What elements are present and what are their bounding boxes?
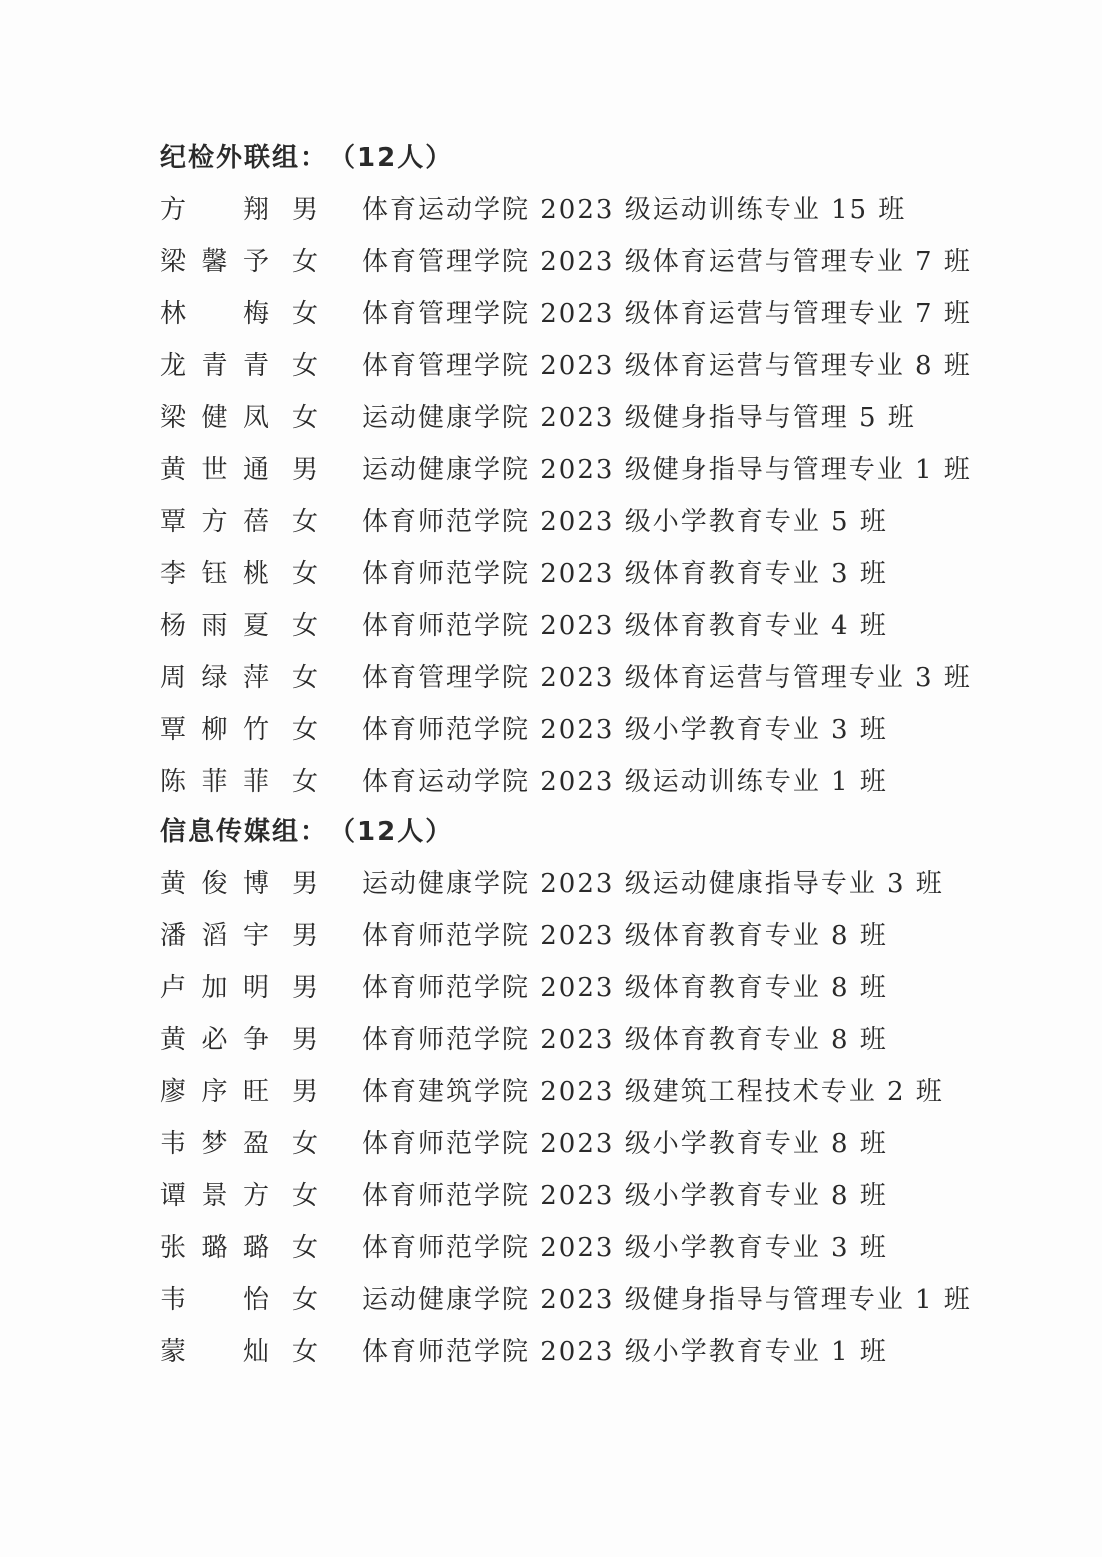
member-gender: 男 [292,869,319,899]
member-name: 周绿萍 [160,663,270,693]
member-name: 蒙灿 [160,1337,270,1367]
member-info: 体育建筑学院 2023 级建筑工程技术专业 2 班 [362,1077,944,1107]
member-name: 谭景方 [160,1181,270,1211]
member-gender: 男 [292,973,319,1003]
member-name: 龙青青 [160,351,270,381]
member-info: 体育师范学院 2023 级小学教育专业 5 班 [362,507,888,537]
member-name: 李钰桃 [160,559,270,589]
member-gender: 女 [292,351,319,381]
member-row [160,548,1060,600]
member-row [160,444,1060,496]
member-gender: 女 [292,1181,319,1211]
member-info: 运动健康学院 2023 级健身指导与管理 5 班 [362,403,916,433]
member-name: 黄俊博 [160,869,270,899]
member-name: 张璐璐 [160,1233,270,1263]
member-row [160,1222,1060,1274]
member-info: 体育师范学院 2023 级体育教育专业 8 班 [362,1025,888,1055]
member-name: 方翔 [160,195,270,225]
member-info: 运动健康学院 2023 级健身指导与管理专业 1 班 [362,1285,972,1315]
section-title: 纪检外联组： [160,143,329,173]
member-gender: 女 [292,299,319,329]
member-info: 体育管理学院 2023 级体育运营与管理专业 3 班 [362,663,972,693]
member-gender: 女 [292,507,319,537]
member-gender: 女 [292,611,319,641]
member-name: 杨雨夏 [160,611,270,641]
section-discipline-liaison [160,132,1060,808]
member-info: 体育管理学院 2023 级体育运营与管理专业 8 班 [362,351,972,381]
member-gender: 女 [292,1233,319,1263]
member-row [160,236,1060,288]
member-row [160,392,1060,444]
member-name: 黄世通 [160,455,270,485]
member-info: 体育运动学院 2023 级运动训练专业 1 班 [362,767,888,797]
member-info: 体育运动学院 2023 级运动训练专业 15 班 [362,195,907,225]
member-gender: 男 [292,1077,319,1107]
member-name: 廖序旺 [160,1077,270,1107]
member-gender: 男 [292,921,319,951]
member-row [160,1118,1060,1170]
member-row [160,288,1060,340]
member-row [160,652,1060,704]
member-row [160,1014,1060,1066]
member-name: 梁健凤 [160,403,270,433]
member-name: 覃柳竹 [160,715,270,745]
section-title: 信息传媒组： [160,817,329,847]
member-name: 潘滔宇 [160,921,270,951]
member-info: 体育师范学院 2023 级体育教育专业 3 班 [362,559,888,589]
member-gender: 女 [292,1337,319,1367]
member-gender: 女 [292,1285,319,1315]
member-info: 体育师范学院 2023 级体育教育专业 4 班 [362,611,888,641]
member-gender: 女 [292,403,319,433]
member-row [160,962,1060,1014]
member-gender: 女 [292,663,319,693]
member-row [160,858,1060,910]
member-row [160,184,1060,236]
member-info: 体育师范学院 2023 级小学教育专业 1 班 [362,1337,888,1367]
member-row [160,340,1060,392]
member-row [160,1066,1060,1118]
member-row [160,1274,1060,1326]
member-info: 体育师范学院 2023 级小学教育专业 3 班 [362,715,888,745]
member-name: 韦怡 [160,1285,270,1315]
member-gender: 男 [292,1025,319,1055]
member-row [160,756,1060,808]
member-row [160,496,1060,548]
member-name: 覃方蓓 [160,507,270,537]
member-row [160,704,1060,756]
section-heading [160,132,1060,184]
member-row [160,600,1060,652]
member-gender: 女 [292,559,319,589]
member-info: 体育师范学院 2023 级体育教育专业 8 班 [362,921,888,951]
member-gender: 女 [292,767,319,797]
member-info: 体育管理学院 2023 级体育运营与管理专业 7 班 [362,299,972,329]
member-info: 体育师范学院 2023 级小学教育专业 3 班 [362,1233,888,1263]
member-row [160,1170,1060,1222]
member-row [160,1326,1060,1378]
member-name: 卢加明 [160,973,270,1003]
member-gender: 女 [292,247,319,277]
member-name: 林梅 [160,299,270,329]
member-info: 体育师范学院 2023 级小学教育专业 8 班 [362,1129,888,1159]
member-info: 体育师范学院 2023 级小学教育专业 8 班 [362,1181,888,1211]
member-row [160,910,1060,962]
section-count: （12人） [342,817,454,847]
section-info-media [160,806,1060,1378]
member-gender: 女 [292,715,319,745]
section-count: （12人） [342,143,454,173]
member-gender: 女 [292,1129,319,1159]
member-gender: 男 [292,455,319,485]
member-name: 陈菲菲 [160,767,270,797]
member-name: 梁馨予 [160,247,270,277]
member-name: 韦梦盈 [160,1129,270,1159]
member-info: 运动健康学院 2023 级运动健康指导专业 3 班 [362,869,944,899]
member-info: 运动健康学院 2023 级健身指导与管理专业 1 班 [362,455,972,485]
member-gender: 男 [292,195,319,225]
section-heading [160,806,1060,858]
member-name: 黄必争 [160,1025,270,1055]
member-info: 体育管理学院 2023 级体育运营与管理专业 7 班 [362,247,972,277]
member-info: 体育师范学院 2023 级体育教育专业 8 班 [362,973,888,1003]
